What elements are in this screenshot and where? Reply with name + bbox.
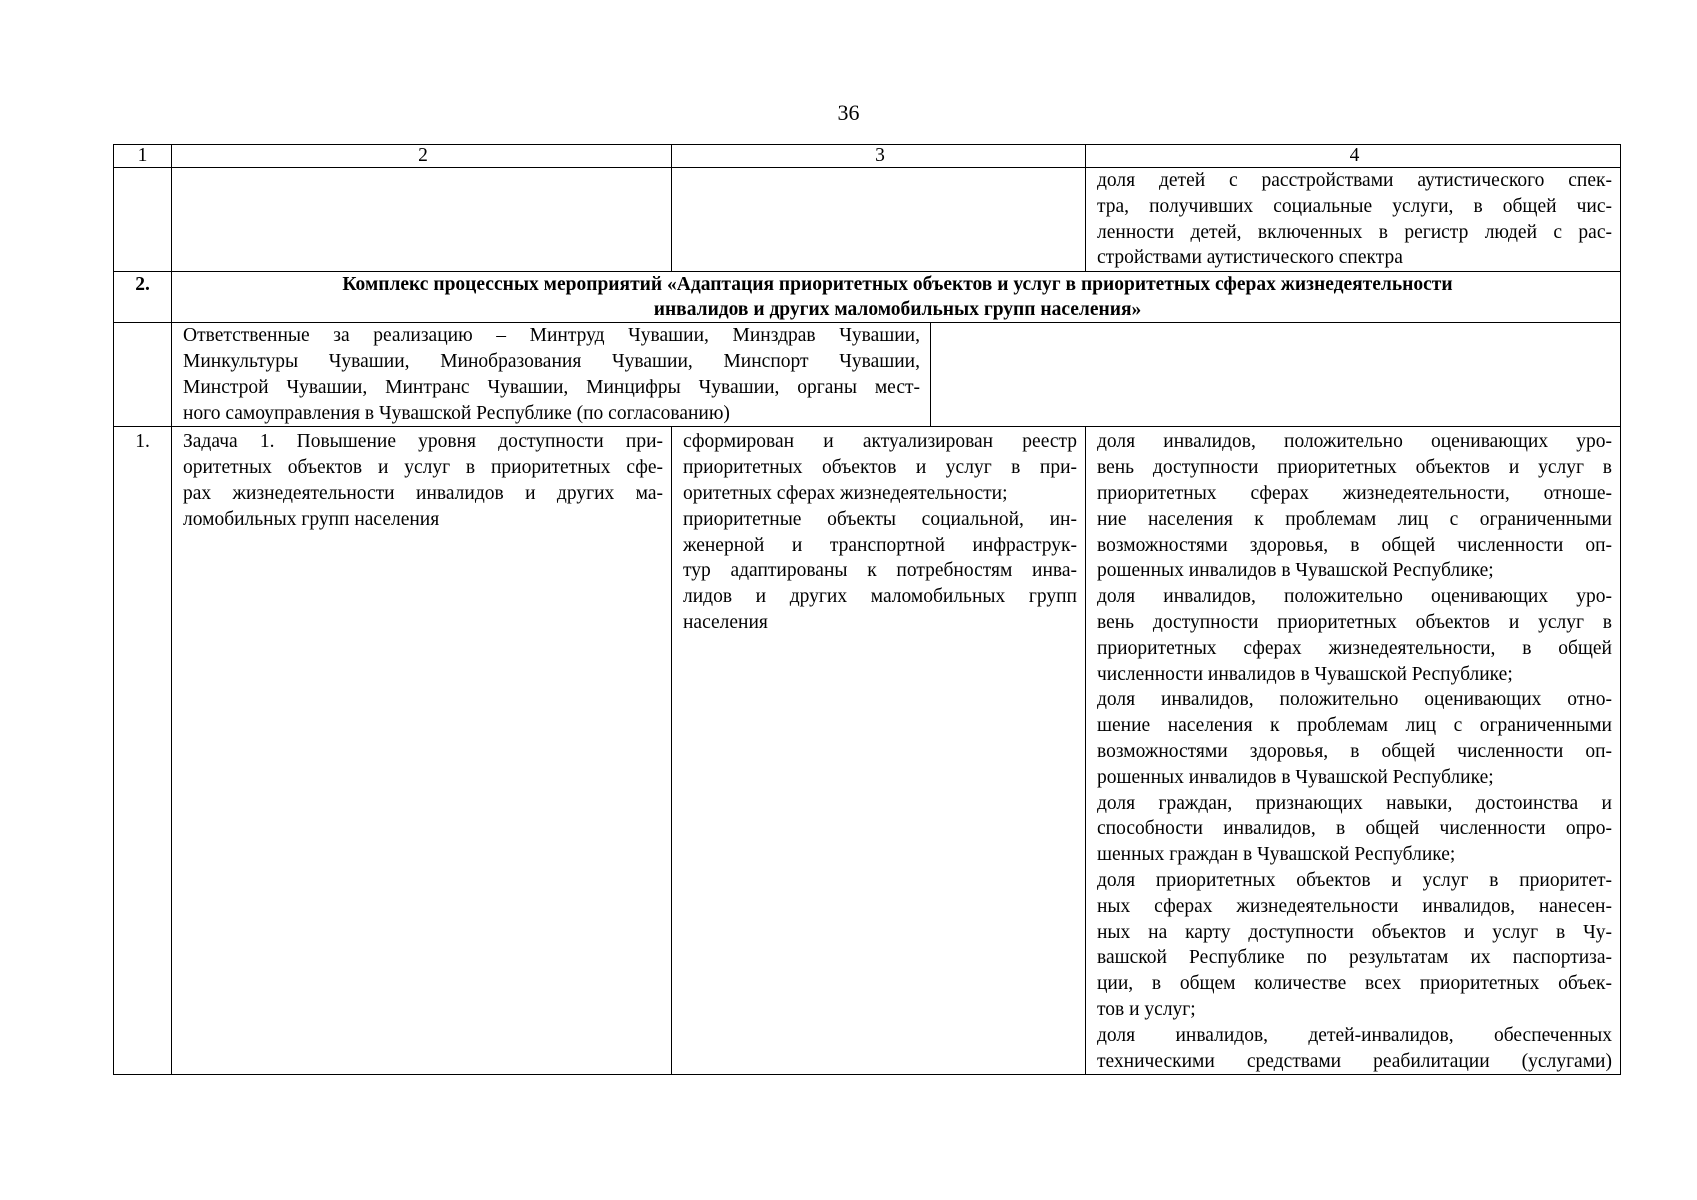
text-line: тов и услуг;	[1097, 998, 1196, 1020]
responsible-empty-cell	[931, 323, 1621, 427]
text-line: приоритетных объектов и услуг в при-	[683, 457, 1077, 479]
text-line: ных сферах жизнедеятельности инвалидов, нанесен-	[1097, 895, 1612, 917]
text-line: женерной и транспортной инфраструк-	[683, 534, 1077, 556]
section-title-line: Комплекс процессных мероприятий «Адаптация приоритетных объектов и услуг в приоритетных сферах жизнедеятельности	[342, 274, 1453, 296]
text-line: доля инвалидов, положительно оценивающих отно-	[1097, 689, 1612, 711]
page-number: 36	[837, 100, 860, 125]
text-line: оритетных объектов и услуг в приоритетных сфе-	[183, 457, 663, 479]
responsible-row	[114, 323, 1621, 427]
text-line: ние населения к проблемам лиц с ограниченными	[1097, 508, 1612, 530]
text-line: приоритетных сферах жизнедеятельности, отноше-	[1097, 482, 1612, 504]
column-header-1: 1	[114, 145, 172, 168]
task-number: 1.	[114, 427, 172, 1075]
text-line: возможностями здоровья, в общей численности оп-	[1097, 534, 1612, 556]
text-line: рошенных инвалидов в Чувашской Республике;	[1097, 560, 1494, 582]
text-line: ных на карту доступности объектов и услуг в Чу-	[1097, 921, 1612, 943]
text-line: вашской Республике по результатам их паспортиза-	[1097, 947, 1612, 969]
continuation-col2-cell	[172, 168, 672, 272]
text-line: Минкультуры Чувашии, Минобразования Чувашии, Минспорт Чувашии,	[183, 350, 920, 372]
text-line: доля детей с расстройствами аутистического спек-	[1097, 170, 1612, 191]
text-line: приоритетных сферах жизнедеятельности, в общей	[1097, 637, 1612, 659]
section-title-line: инвалидов и других маломобильных групп населения»	[653, 299, 1142, 321]
continuation-col3-cell	[672, 168, 1086, 272]
text-line: ного самоуправления в Чувашской Республике (по согласованию)	[183, 402, 730, 424]
text-line: оритетных сферах жизнедеятельности;	[683, 482, 1008, 504]
text-line: Ответственные за реализацию – Минтруд Чувашии, Минздрав Чувашии,	[183, 325, 920, 347]
text-line: ленности детей, включенных в регистр людей с рас-	[1097, 221, 1612, 243]
text-line: сформирован и актуализирован реестр	[683, 431, 1077, 453]
program-table	[113, 144, 1621, 1075]
text-line: доля приоритетных объектов и услуг в приоритет-	[1097, 869, 1612, 891]
text-line: техническими средствами реабилитации (услугами)	[1097, 1050, 1612, 1072]
text-line: способности инвалидов, в общей численности опро-	[1097, 818, 1612, 840]
text-line: доля инвалидов, положительно оценивающих уро-	[1097, 431, 1612, 453]
text-line: численности инвалидов в Чувашской Республике;	[1097, 663, 1513, 685]
text-line: вень доступности приоритетных объектов и услуг в	[1097, 611, 1612, 633]
text-line: стройствами аутистического спектра	[1097, 247, 1403, 269]
text-line: доля граждан, признающих навыки, достоинства и	[1097, 792, 1612, 814]
column-number-row	[114, 145, 1621, 168]
task-results-cell	[672, 427, 1086, 1075]
responsible-number-cell	[114, 323, 172, 427]
section-row	[114, 272, 1621, 323]
text-line: вень доступности приоритетных объектов и услуг в	[1097, 457, 1612, 479]
column-header-3: 3	[672, 145, 1086, 168]
section-number: 2.	[114, 272, 172, 323]
text-line: шение населения к проблемам лиц с ограниченными	[1097, 715, 1612, 737]
text-line: приоритетные объекты социальной, ин-	[683, 508, 1077, 530]
text-line: рошенных инвалидов в Чувашской Республике;	[1097, 766, 1494, 788]
text-line: шенных граждан в Чувашской Республике;	[1097, 844, 1456, 866]
column-header-4: 4	[1086, 145, 1621, 168]
column-header-2: 2	[172, 145, 672, 168]
text-line: рах жизнедеятельности инвалидов и других ма-	[183, 482, 663, 504]
text-line: возможностями здоровья, в общей численности оп-	[1097, 740, 1612, 762]
section-title	[172, 272, 1621, 323]
continuation-number-cell	[114, 168, 172, 272]
text-line: доля инвалидов, положительно оценивающих уро-	[1097, 586, 1612, 608]
continuation-row	[114, 168, 1621, 272]
responsible-executors-cell	[172, 323, 931, 427]
text-line: тур адаптированы к потребностям инва-	[683, 560, 1077, 582]
text-line: доля инвалидов, детей-инвалидов, обеспеченных	[1097, 1024, 1612, 1046]
text-line: ции, в общем количестве всех приоритетных объек-	[1097, 973, 1612, 995]
task-row	[114, 427, 1621, 1075]
text-line: лидов и других маломобильных групп	[683, 586, 1077, 608]
text-line: тра, получивших социальные услуги, в общей чис-	[1097, 195, 1612, 217]
task-description-cell	[172, 427, 672, 1075]
text-line: населения	[683, 611, 768, 633]
continuation-indicators-cell	[1086, 168, 1621, 272]
task-indicators-cell	[1086, 427, 1621, 1075]
text-line: Минстрой Чувашии, Минтранс Чувашии, Минцифры Чувашии, органы мест-	[183, 376, 920, 398]
text-line: ломобильных групп населения	[183, 508, 440, 530]
text-line: Задача 1. Повышение уровня доступности при-	[183, 431, 663, 453]
